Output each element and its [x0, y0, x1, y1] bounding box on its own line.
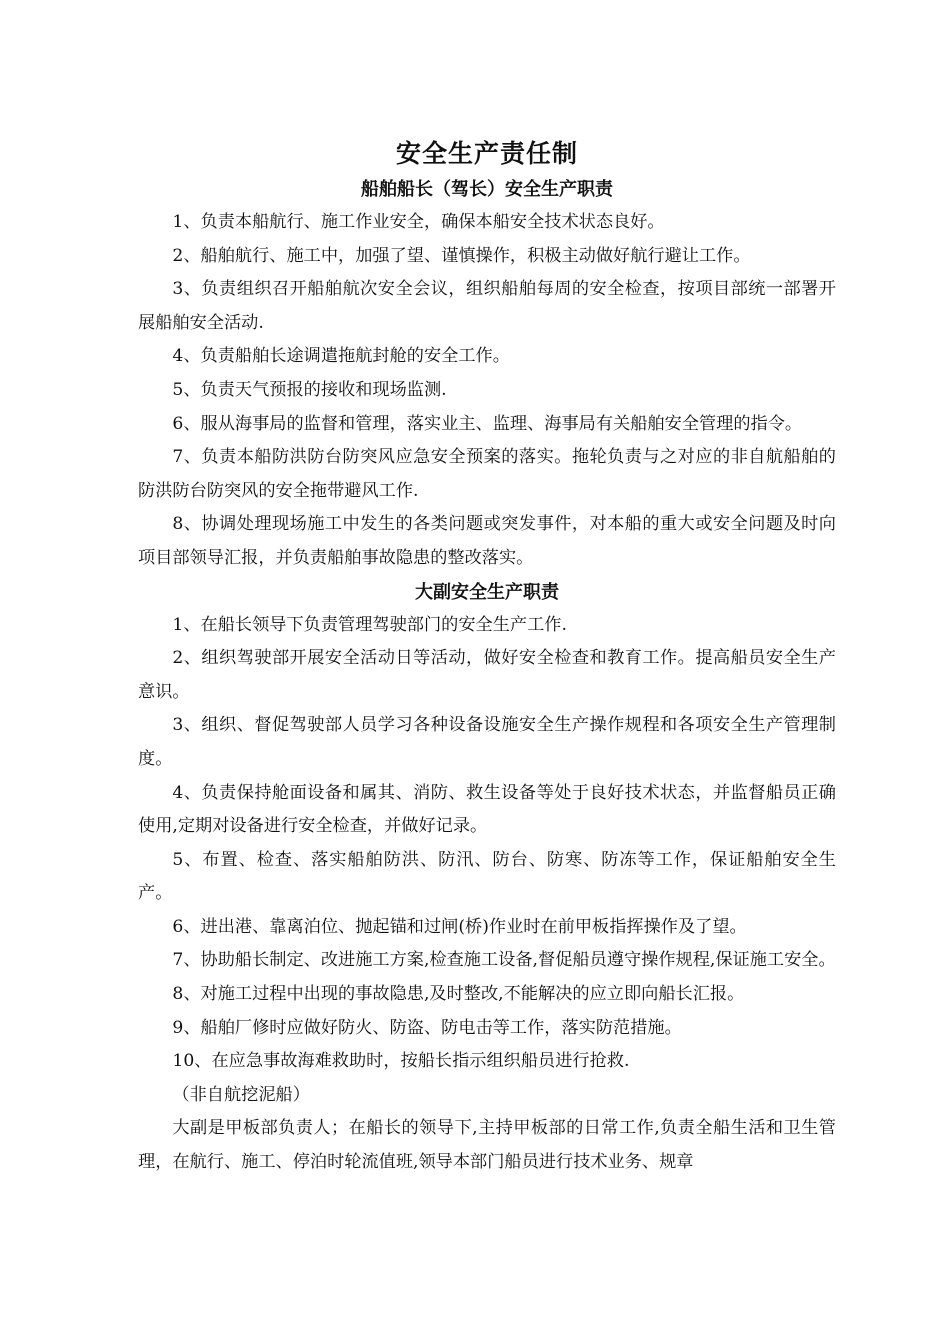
paragraph: 4、负责船舶长途调遣拖航封舱的安全工作。	[172, 346, 510, 367]
paragraph: 3、负责组织召开船舶航次安全会议，组织船舶每周的安全检查，按项目部统一部署开展船舶安全活动.	[138, 279, 836, 333]
document-title: 安全生产责任制	[395, 139, 578, 168]
paragraph: 5、布置、检查、落实船舶防洪、防汛、防台、防寒、防冻等工作，保证船舶安全生产。	[138, 849, 836, 904]
paragraph: 1、负责本船航行、施工作业安全，确保本船安全技术状态良好。	[172, 212, 665, 232]
document-content	[138, 134, 836, 1180]
section-heading-captain: 船舶船长（驾长）安全生产职责	[361, 179, 613, 200]
section-heading-chief-officer: 大副安全生产职责	[415, 581, 559, 603]
paragraph: 6、服从海事局的监督和管理，落实业主、监理、海事局有关船舶安全管理的指令。	[172, 413, 803, 434]
paragraph: 8、对施工过程中出现的事故隐患,及时整改,不能解决的应立即向船长汇报。	[172, 984, 745, 1005]
paragraph: 7、协助船长制定、改进施工方案,检查施工设备,督促船员遵守操作规程,保证施工安全。	[172, 950, 836, 971]
paragraph: 6、进出港、靠离泊位、抛起锚和过闸(桥)作业时在前甲板指挥操作及了望。	[172, 916, 747, 937]
paragraph: 5、负责天气预报的接收和现场监测.	[172, 379, 447, 400]
paragraph: 9、船舶厂修时应做好防火、防盗、防电击等工作，落实防范措施。	[172, 1017, 682, 1038]
paragraph: 2、组织驾驶部开展安全活动日等活动，做好安全检查和教育工作。提高船员安全生产意识。	[138, 648, 836, 702]
paragraph: 10、在应急事故海难救助时，按船长指示组织船员进行抢救.	[172, 1051, 630, 1072]
paragraph: 7、负责本船防洪防台防突风应急安全预案的落实。拖轮负责与之对应的非自航船舶的防洪防台防突风的安全拖带避风工作.	[138, 447, 836, 501]
paragraph: 4、负责保持舱面设备和属其、消防、救生设备等处于良好技术状态，并监督船员正确使用,定期对设备进行安全检查，并做好记录。	[138, 782, 836, 837]
paragraph: 3、组织、督促驾驶部人员学习各种设备设施安全生产操作规程和各项安全生产管理制度。	[138, 715, 836, 769]
paragraph: 2、船舶航行、施工中，加强了望、谨慎操作，积极主动做好航行避让工作。	[172, 245, 751, 266]
paragraph: 大副是甲板部负责人；在船长的领导下,主持甲板部的日常工作,负责全船生活和卫生管理，在航行、施工、停泊时轮流值班,领导本部门船员进行技术业务、规章	[138, 1118, 836, 1173]
paragraph-note: （非自航挖泥船）	[172, 1084, 310, 1105]
paragraph: 8、协调处理现场施工中发生的各类问题或突发事件，对本船的重大或安全问题及时向项目部领导汇报，并负责船舶事故隐患的整改落实。	[138, 514, 836, 568]
paragraph: 1、在船长领导下负责管理驾驶部门的安全生产工作.	[172, 614, 567, 635]
